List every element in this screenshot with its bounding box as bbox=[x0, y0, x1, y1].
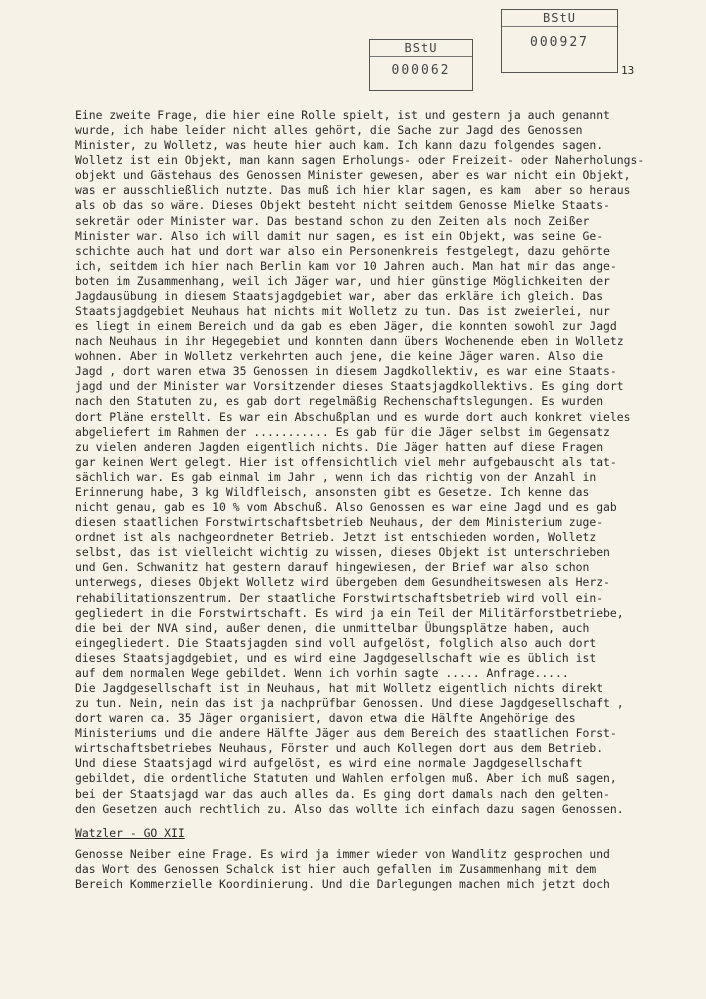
text-line: diesen staatlichen Forstwirtschaftsbetrieb Neuhaus, der dem Ministerium zuge- bbox=[75, 515, 604, 530]
text-line: und Gen. Schwanitz hat gestern darauf hingewiesen, der Brief war also schon bbox=[75, 560, 590, 575]
text-line: wirtschaftsbetriebes Neuhaus, Förster und auch Kollegen dort aus dem Betrieb. bbox=[75, 741, 604, 756]
text-line: bei der Staatsjagd war das auch alles da. Es ging dort damals nach den gelten- bbox=[75, 786, 610, 801]
stamp-number: 000927 bbox=[530, 35, 589, 50]
text-line: Erinnerung habe, 3 kg Wildfleisch, ansonsten gibt es Gesetze. Ich kenne das bbox=[75, 484, 590, 499]
text-line: wurde, ich habe leider nicht alles gehört, die Sache zur Jagd des Genossen bbox=[75, 123, 583, 138]
text-line: selbst, das ist vielleicht wichtig zu wissen, dieses Objekt ist unterschrieben bbox=[75, 545, 610, 560]
text-line: nicht genau, gab es 10 % vom Abschuß. Also Genossen es war eine Jagd und es gab bbox=[75, 500, 617, 515]
text-line: nach den Statuten zu, es gab dort regelmäßig Rechenschaftslegungen. Es wurden bbox=[75, 394, 604, 409]
text-line: abgeliefert im Rahmen der ........... Es gab für die Jäger selbst im Gegensatz bbox=[75, 424, 610, 439]
text-line: ich, seitdem ich hier nach Berlin kam vor 10 Jahren auch. Man hat mir das ange- bbox=[75, 258, 617, 273]
text-line: Eine zweite Frage, die hier eine Rolle spielt, ist und gestern ja auch genannt bbox=[75, 108, 610, 122]
text-line: Genosse Neiber eine Frage. Es wird ja immer wieder von Wandlitz gesprochen und bbox=[75, 847, 610, 861]
text-line: dieses Staatsjagdgebiet, und es wird eine Jagdgesellschaft wie es üblich ist bbox=[75, 650, 597, 665]
text-line: Staatsjagdgebiet Neuhaus hat nichts mit Wolletz zu tun. Das ist zweierlei, nur bbox=[75, 304, 610, 319]
text-line: dort Pläne erstellt. Es war ein Abschußplan und es wurde dort auch konkret vieles bbox=[75, 409, 631, 424]
text-line: Und diese Staatsjagd wird aufgelöst, es wird eine normale Jagdgesellschaft bbox=[75, 756, 583, 771]
archive-stamp bbox=[501, 9, 618, 73]
stamp-label: BStU bbox=[370, 40, 472, 57]
text-line: Jagd , dort waren etwa 35 Genossen in diesem Jagdkollektiv, es war eine Staats- bbox=[75, 364, 617, 379]
text-line: nach Neuhaus in ihr Hegegebiet und konnten dann übers Wochenende eben in Wolletz bbox=[75, 334, 624, 349]
text-line: sächlich war. Es gab einmal im Jahr , wenn ich das richtig von der Anzahl in bbox=[75, 469, 597, 484]
text-line: sekretär oder Minister war. Das bestand schon zu den Zeiten als noch Zeißer bbox=[75, 213, 590, 228]
text-line: wohnen. Aber in Wolletz verkehrten auch jene, die keine Jäger waren. Also die bbox=[75, 349, 604, 364]
stamp-label: BStU bbox=[502, 10, 617, 27]
text-line: objekt und Gästehaus des Genossen Minister gewesen, aber es war nicht ein Objekt, bbox=[75, 168, 631, 183]
text-line: Die Jagdgesellschaft ist in Neuhaus, hat mit Wolletz eigentlich nichts direkt bbox=[75, 680, 604, 695]
text-line: Bereich Kommerzielle Koordinierung. Und die Darlegungen machen mich jetzt doch bbox=[75, 877, 610, 892]
archive-stamp bbox=[369, 39, 473, 91]
stamp-number: 000062 bbox=[391, 63, 451, 78]
text-line: boten im Zusammenhang, weil ich Jäger war, und hier günstige Möglichkeiten der bbox=[75, 273, 610, 288]
text-line: rehabilitationszentrum. Der staatliche Forstwirtschaftsbetrieb wird voll ein- bbox=[75, 590, 604, 605]
text-line: gegliedert in die Forstwirtschaft. Es wird ja ein Teil der Militärforstbetriebe, bbox=[75, 605, 624, 620]
text-line: zu tun. Nein, nein das ist ja nachprüfbar Genossen. Und diese Jagdgesellschaft , bbox=[75, 696, 624, 711]
text-line: unterwegs, dieses Objekt Wolletz wird übergeben dem Gesundheitswesen als Herz- bbox=[75, 575, 610, 590]
text-line: Ministeriums und die andere Hälfte Jäger aus dem Bereich des staatlichen Forst- bbox=[75, 726, 617, 741]
text-line: ordnet ist als nachgeordneter Betrieb. Jetzt ist entschieden worden, Wolletz bbox=[75, 530, 597, 545]
text-line: Wolletz ist ein Objekt, man kann sagen Erholungs- oder Freizeit- oder Naherholungs- bbox=[75, 153, 645, 168]
text-line: die bei der NVA sind, außer denen, die unmittelbar Übungsplätze haben, auch bbox=[75, 620, 590, 635]
text-line: Jagdausübung in diesem Staatsjagdgebiet war, aber das erkläre ich gleich. Das bbox=[75, 288, 604, 303]
text-line: dort waren ca. 35 Jäger organisiert, davon etwa die Hälfte Angehörige des bbox=[75, 711, 576, 726]
text-line: auf dem normalen Wege gebildet. Wenn ich vorhin sagte ..... Anfrage..... bbox=[75, 665, 569, 680]
page-number: 13 bbox=[621, 64, 635, 77]
text-line: gar keinen Wert gelegt. Hier ist offensichtlich viel mehr aufgebauscht als tat- bbox=[75, 454, 617, 469]
text-line: Minister war. Also ich will damit nur sagen, es ist ein Objekt, was seine Ge- bbox=[75, 228, 604, 243]
text-line: schichte auch hat und dort war also ein Personenkreis festgelegt, dazu gehörte bbox=[75, 243, 610, 258]
text-line: jagd und der Minister war Vorsitzender dieses Staatsjagdkollektivs. Es ging dort bbox=[75, 379, 624, 394]
speech-paragraph bbox=[75, 847, 645, 892]
text-line: das Wort des Genossen Schalck ist hier auch gefallen im Zusammenhang mit dem bbox=[75, 862, 597, 877]
text-line: als ob das so wäre. Dieses Objekt besteht nicht seitdem Genosse Mielke Staats- bbox=[75, 198, 610, 213]
text-line: was er ausschließlich nutzte. Das muß ich hier klar sagen, es kam aber so heraus bbox=[75, 183, 631, 198]
text-line: zu vielen anderen Jagden eigentlich nichts. Die Jäger hatten auf diese Fragen bbox=[75, 439, 604, 454]
speech-paragraph bbox=[75, 108, 645, 817]
text-line: eingegliedert. Die Staatsjagden sind voll aufgelöst, folglich also auch dort bbox=[75, 635, 597, 650]
text-line: gebildet, die ordentliche Statuten und Wahlen erfolgen muß. Aber ich muß sagen, bbox=[75, 771, 617, 786]
text-line: es liegt in einem Bereich und da gab es eben Jäger, die konnten sowohl zur Jagd bbox=[75, 319, 617, 334]
speaker-heading: Watzler - GO XII bbox=[75, 826, 185, 840]
text-line: Minister, zu Wolletz, was heute hier auch kam. Ich kann dazu folgendes sagen. bbox=[75, 138, 604, 153]
text-line: den Gesetzen auch rechtlich zu. Also das wollte ich einfach dazu sagen Genossen. bbox=[75, 801, 624, 816]
